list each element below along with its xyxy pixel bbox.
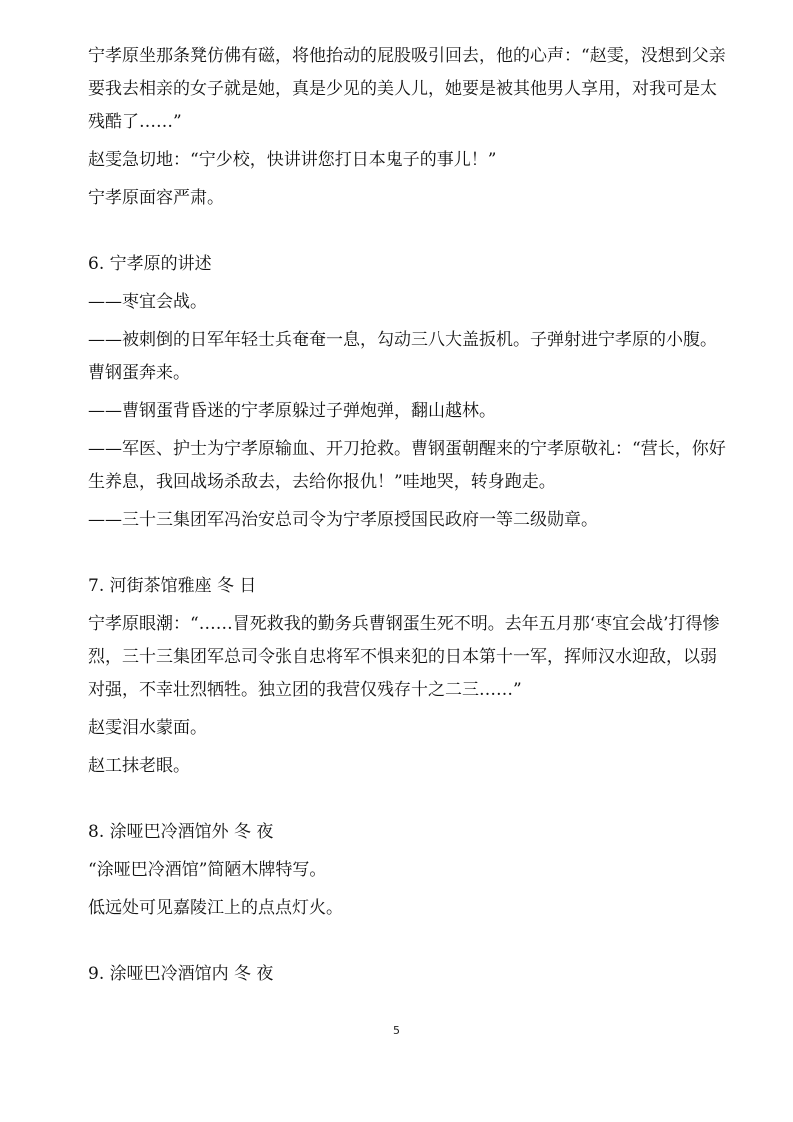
page-body	[88, 40, 728, 996]
paragraph: ——曹钢蛋背昏迷的宁孝原躲过子弹炮弹，翻山越林。	[88, 401, 496, 421]
paragraph: 赵工抹老眼。	[88, 756, 190, 776]
paragraph: 宁孝原眼潮：“……冒死救我的勤务兵曹钢蛋生死不明。去年五月那‘枣宜会战’打得惨烈，三十三集团军总司令张自忠将军不惧来犯的日本第十一军，挥师汉水迎敌，以弱对强，不幸壮烈牺牲。独立团的我营仅残存十之二三……”	[88, 614, 720, 700]
paragraph: ——三十三集团军冯治安总司令为宁孝原授国民政府一等二级勋章。	[88, 510, 598, 530]
paragraph: “涂哑巴冷酒馆”简陋木牌特写。	[88, 860, 327, 880]
paragraph: 宁孝原面容严肃。	[88, 188, 224, 208]
scene-heading: 8. 涂哑巴冷酒馆外 冬 夜	[88, 822, 274, 842]
paragraph: 赵雯泪水蒙面。	[88, 718, 207, 738]
scene-heading: 7. 河街茶馆雅座 冬 日	[88, 576, 257, 596]
section-gap	[88, 220, 728, 248]
paragraph: ——被刺倒的日军年轻士兵奄奄一息，勾动三八大盖扳机。子弹射进宁孝原的小腹。曹钢蛋奔来。	[88, 330, 717, 383]
section-gap	[88, 788, 728, 816]
paragraph: 宁孝原坐那条凳仿佛有磁，将他抬动的屁股吸引回去，他的心声：“赵雯，没想到父亲要我去相亲的女子就是她，真是少见的美人儿，她要是被其他男人享用，对我可是太残酷了……”	[88, 46, 726, 132]
paragraph: ——枣宜会战。	[88, 292, 207, 312]
paragraph: 低远处可见嘉陵江上的点点灯火。	[88, 898, 343, 918]
scene-heading: 9. 涂哑巴冷酒馆内 冬 夜	[88, 964, 274, 984]
section-gap	[88, 930, 728, 958]
paragraph: 赵雯急切地：“宁少校，快讲讲您打日本鬼子的事儿！”	[88, 150, 497, 170]
scene-heading: 6. 宁孝原的讲述	[88, 254, 212, 274]
section-gap	[88, 542, 728, 570]
page-number: 5	[393, 1024, 400, 1037]
paragraph: ——军医、护士为宁孝原输血、开刀抢救。曹钢蛋朝醒来的宁孝原敬礼：“营长，你好生养息，我回战场杀敌去，去给你报仇！”哇地哭，转身跑走。	[88, 439, 726, 492]
